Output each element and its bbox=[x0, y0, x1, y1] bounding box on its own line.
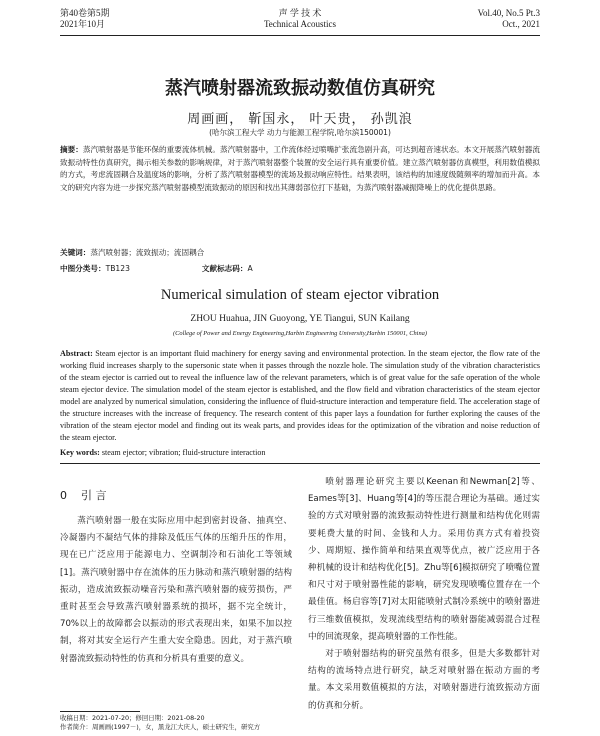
intro-paragraph-2: 喷射器理论研究主要以Keenan和Newman[2]等、Eames等[3]、Huang等[4]的等压混合理论为基础。通过实验的方式对喷射器的流致振动特性进行测量和结构优化则需要耗费大量的时间、金钱和人力。采用仿真方式有着投资少、周期短、操作简单和结果直观等优点，被广泛应用于各种机械的设计和结构优化[5]。Zhu等[6]模拟研究了喷嘴位置和尺寸对于喷射器性能的影响，研究发现喷嘴位置存在一个最佳值。杨启容等[7]对太阳能喷射式制冷系统中的喷射器进行三维数值模拟，发现流线型结构的喷射器能减弱混合过程中的回流现象，提高喷射器的工作性能。 bbox=[308, 477, 540, 642]
doc-code-label: 文献标志码： bbox=[201, 264, 248, 273]
intro-paragraph-3: 对于喷射器结构的研究虽然有很多，但是大多数都针对结构的流场特点进行研究，缺乏对喷射器在振动方面的考量。本文采用数值模拟的方法，对喷射器进行流致振动方面的仿真和分析。 bbox=[308, 649, 540, 711]
clc-label: 中图分类号： bbox=[60, 264, 106, 273]
footnote bbox=[60, 714, 292, 732]
left-column bbox=[60, 513, 292, 668]
footnote-received: 收稿日期：2021-07-20；修回日期：2021-08-20 bbox=[60, 714, 205, 722]
header-date-cn: 2021年10月 bbox=[60, 19, 106, 29]
doc-code: A bbox=[247, 264, 253, 273]
keywords-cn-text: 蒸汽喷射器；流致振动；流固耦合 bbox=[90, 248, 205, 257]
keywords-en-label: Key words: bbox=[60, 448, 100, 457]
title-en: Numerical simulation of steam ejector vibration bbox=[160, 287, 440, 303]
abstract-cn-label: 摘要： bbox=[60, 145, 83, 154]
section-title: 引 言 bbox=[81, 489, 107, 502]
keywords-en bbox=[60, 447, 540, 459]
title-cn: 蒸汽喷射器流致振动数值仿真研究 bbox=[165, 78, 435, 99]
header-center bbox=[60, 8, 540, 30]
abstract-en bbox=[60, 348, 540, 444]
authors-cn: 周画画， 靳国永， 叶天贵， 孙凯浪 bbox=[187, 112, 413, 127]
affiliation-en: (College of Power and Energy Engineering,Harbin Engineering University,Harbin 150001, China) bbox=[173, 330, 427, 337]
header-journal-en: Technical Acoustics bbox=[263, 19, 337, 29]
keywords-en-text: steam ejector; vibration; fluid-structure interaction bbox=[101, 448, 266, 457]
header-right bbox=[478, 8, 540, 30]
classification bbox=[60, 263, 540, 275]
header-date-en: Oct., 2021 bbox=[502, 19, 540, 29]
abstract-en-label: Abstract: bbox=[60, 349, 93, 358]
abstract-cn-text: 蒸汽喷射器是节能环保的重要流体机械。蒸汽喷射器中，工作流体经过喷嘴扩张流急剧升高，可达到超音速状态。本文开展蒸汽喷射器流致振动特性仿真研究，揭示相关参数的影响规律，对于蒸汽喷射器整个装置的安全运行具有重要价值。建立蒸汽喷射器仿真模型，利用数值模拟的方式，考虑流固耦合及温度场的影响，分析了蒸汽喷射器模型的流场及振动响应特性。结果表明，该结构的加速度级随频率的增加而升高。本文的研究内容为进一步探究蒸汽喷射器模型流致振动的原因和找出其薄弱部位打下基础，为蒸汽喷射器减振降噪上的优化提供思路。 bbox=[60, 145, 540, 192]
keywords-cn-label: 关键词： bbox=[60, 248, 91, 257]
footnote-rule bbox=[60, 711, 140, 712]
header-volume-cn: 第40卷第5期 bbox=[60, 8, 110, 18]
authors-en: ZHOU Huahua, JIN Guoyong, YE Tiangui, SUN Kailang bbox=[190, 314, 410, 324]
header-journal-cn: 声 学 技 术 bbox=[278, 8, 322, 18]
section-number: 0 bbox=[60, 489, 67, 502]
intro-paragraph-1: 蒸汽喷射器一般在实际应用中起到密封设备、抽真空、冷凝器内不凝结气体的排除及低压气体的压缩升压的作用，现在已广泛应用于能源电力、空调制冷和石油化工等领域[1]。蒸汽喷射器中存在流体的压力脉动和蒸汽喷射器的结构振动，造成流致振动噪音污染和蒸汽喷射器的疲劳损伤，严重时甚至会导致蒸汽喷射器系统的损坏，据不完全统计，70%以上的故障都会以振动的形式表现出来，如果不加以控制，将对其安全运行产生重大安全隐患。因此，对于蒸汽喷射器流致振动特性的仿真和分析具有重要的意义。 bbox=[60, 516, 292, 664]
keywords-cn bbox=[60, 247, 540, 259]
header-volume-en: Vol.40, No.5 Pt.3 bbox=[477, 8, 540, 18]
right-column bbox=[308, 474, 540, 715]
section-heading bbox=[60, 487, 107, 503]
abstract-divider bbox=[60, 463, 540, 464]
affiliation-cn: (哈尔滨工程大学 动力与能源工程学院,哈尔滨150001) bbox=[209, 128, 391, 137]
clc-code: TB123 bbox=[105, 264, 130, 273]
abstract-en-text: Steam ejector is an important fluid machinery for energy saving and environmental protection. In the steam ejector, the flow rate of the working fluid increases sharply to the supersonic state when it passes through the nozzle hole. The simulation study of the vibration characteristics of the steam ejector is carried out to reveal the influence law of the relevant parameters, which is of great value for the safe operation of the whole steam ejector device. The simulation model of the steam ejector is established, and the flow field and vibration characteristics of the steam ejector model are analyzed by numerical simulation, considering the influence of fluid-structure interaction and temperature field. The acceleration stage of the structure increases with the increase of frequency. The research content of this paper lays a foundation for further exploring the causes of the vibration of the steam ejector model and finding out its weak parts, and provides ideas for the optimization of the vibration and noise reduction of the steam ejector. bbox=[60, 349, 540, 443]
footnote-author: 作者简介：周画画(1997－)，女，黑龙江大庆人，硕士研究生，研究方 bbox=[60, 723, 261, 731]
header-rule bbox=[60, 35, 540, 36]
running-header bbox=[60, 8, 540, 34]
abstract-cn bbox=[60, 144, 540, 194]
